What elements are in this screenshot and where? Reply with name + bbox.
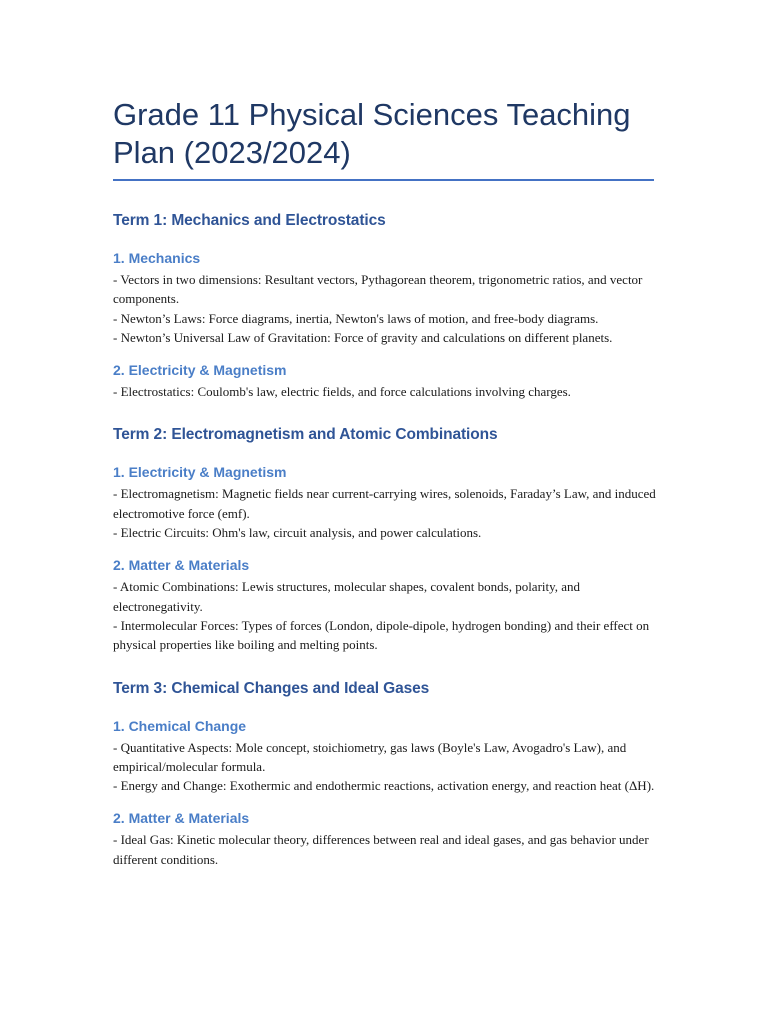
section-heading: 2. Matter & Materials [113, 557, 250, 574]
section-electricity-magnetism [113, 463, 658, 542]
list-item: - Quantitative Aspects: Mole concept, stoichiometry, gas laws (Boyle's Law, Avogadro's Law), and empirical/molecular formula. [113, 739, 627, 774]
section-matter-materials [113, 556, 658, 654]
list-item: - Ideal Gas: Kinetic molecular theory, differences between real and ideal gases, and gas behavior under different conditions. [113, 832, 649, 867]
list-item: - Newton’s Laws: Force diagrams, inertia, Newton's laws of motion, and free-body diagrams. [113, 310, 599, 326]
list-item: - Electrostatics: Coulomb's law, electric fields, and force calculations involving charges. [113, 384, 571, 400]
document-title: Grade 11 Physical Sciences Teaching Plan (2023/2024) [113, 96, 654, 181]
section-mechanics [113, 249, 658, 347]
term-3 [113, 679, 658, 869]
section-heading: 1. Chemical Change [113, 717, 247, 734]
term-heading: Term 3: Chemical Changes and Ideal Gases [113, 679, 430, 697]
list-item: - Atomic Combinations: Lewis structures, molecular shapes, covalent bonds, polarity, and electronegativity. [113, 579, 581, 614]
section-chemical-change [113, 717, 658, 796]
term-2 [113, 425, 658, 654]
section-heading: 2. Matter & Materials [113, 810, 250, 827]
list-item: - Vectors in two dimensions: Resultant vectors, Pythagorean theorem, trigonometric ratios, and vector components. [113, 272, 643, 307]
section-matter-materials [113, 809, 658, 869]
list-item: - Electric Circuits: Ohm's law, circuit analysis, and power calculations. [113, 525, 482, 541]
list-item: - Electromagnetism: Magnetic fields near current-carrying wires, solenoids, Faraday’s Law, and induced electromotive force (emf). [113, 486, 656, 521]
document-page [113, 96, 658, 883]
list-item: - Newton’s Universal Law of Gravitation: Force of gravity and calculations on different planets. [113, 329, 613, 345]
term-heading: Term 2: Electromagnetism and Atomic Combinations [113, 426, 498, 444]
section-heading: 2. Electricity & Magnetism [113, 362, 287, 379]
term-heading: Term 1: Mechanics and Electrostatics [113, 212, 386, 229]
list-item: - Intermolecular Forces: Types of forces (London, dipole-dipole, hydrogen bonding) and their effect on physical properties like boiling and melting points. [113, 617, 650, 653]
section-heading: 1. Electricity & Magnetism [113, 464, 287, 481]
section-heading: 1. Mechanics [113, 250, 201, 266]
section-electricity-magnetism [113, 361, 658, 401]
list-item: - Energy and Change: Exothermic and endothermic reactions, activation energy, and reaction heat (ΔH). [113, 778, 655, 794]
term-1 [113, 211, 658, 401]
